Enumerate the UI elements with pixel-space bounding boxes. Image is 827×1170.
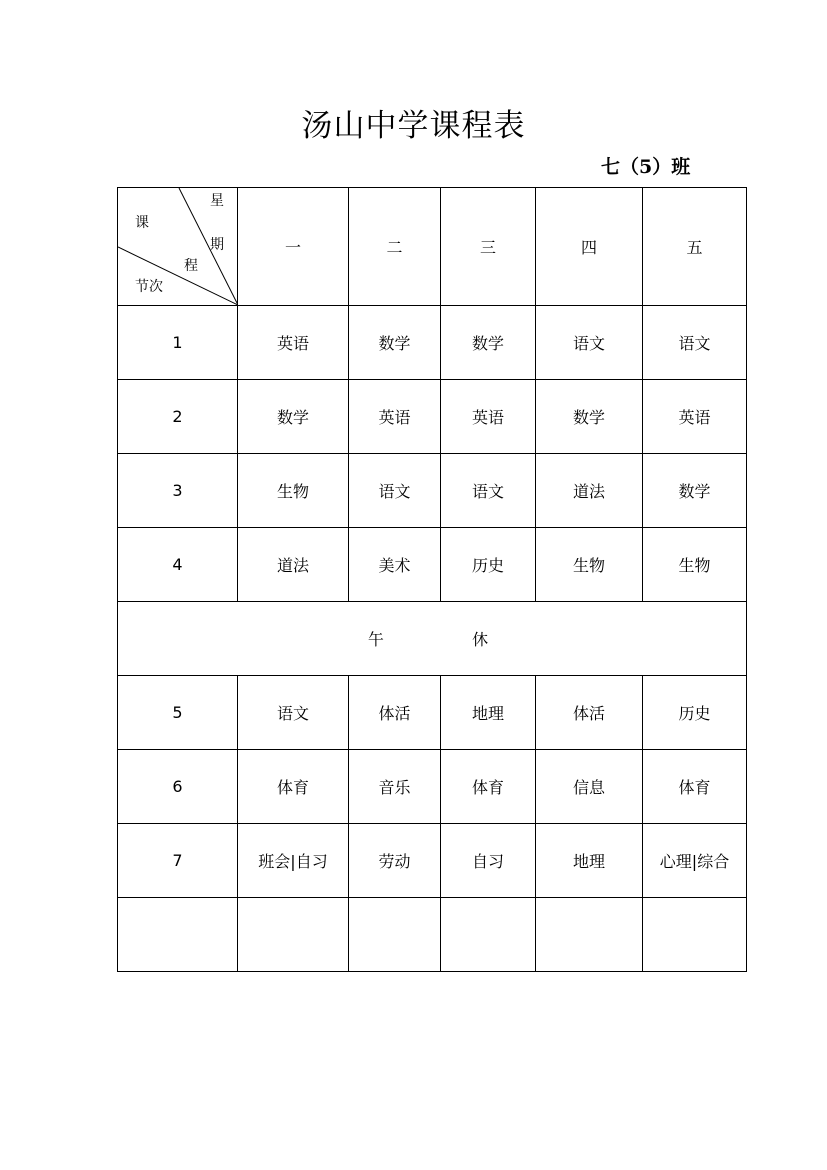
corner-label-cheng: 程	[184, 258, 198, 274]
period-row	[118, 528, 747, 602]
course-cell	[349, 898, 441, 972]
course-cell: 语文	[349, 454, 441, 528]
course-cell: 数学	[536, 380, 643, 454]
course-cell: 音乐	[349, 750, 441, 824]
course-cell: 体活	[536, 676, 643, 750]
period-row	[118, 824, 747, 898]
header-row	[118, 188, 747, 306]
period-number	[118, 898, 238, 972]
course-cell	[536, 898, 643, 972]
course-cell	[441, 898, 536, 972]
course-cell: 英语	[441, 380, 536, 454]
page-title: 汤山中学课程表	[301, 108, 526, 144]
corner-label-jieci: 节次	[135, 279, 163, 295]
course-cell	[238, 898, 349, 972]
course-cell: 数学	[441, 306, 536, 380]
course-cell: 数学	[643, 454, 747, 528]
period-row	[118, 454, 747, 528]
course-cell: 数学	[238, 380, 349, 454]
course-cell: 历史	[643, 676, 747, 750]
course-cell: 体育	[643, 750, 747, 824]
day-header: 五	[643, 188, 747, 306]
course-cell: 生物	[238, 454, 349, 528]
course-cell: 道法	[238, 528, 349, 602]
lunch-label-xiu: 休	[472, 630, 489, 649]
course-cell: 数学	[349, 306, 441, 380]
day-header: 二	[349, 188, 441, 306]
corner-label-xing: 星	[210, 193, 224, 209]
course-cell	[643, 898, 747, 972]
period-number: 1	[118, 306, 238, 380]
course-cell: 语文	[643, 306, 747, 380]
course-cell: 历史	[441, 528, 536, 602]
course-cell: 自习	[441, 824, 536, 898]
course-cell: 心理|综合	[643, 824, 747, 898]
course-cell: 英语	[643, 380, 747, 454]
period-number: 7	[118, 824, 238, 898]
day-header: 三	[441, 188, 536, 306]
course-cell: 英语	[349, 380, 441, 454]
course-cell: 语文	[441, 454, 536, 528]
course-cell: 劳动	[349, 824, 441, 898]
course-cell: 体育	[238, 750, 349, 824]
lunch-break-cell	[118, 602, 747, 676]
period-number: 4	[118, 528, 238, 602]
schedule-table	[117, 187, 747, 972]
course-cell: 地理	[536, 824, 643, 898]
course-cell: 美术	[349, 528, 441, 602]
day-header: 一	[238, 188, 349, 306]
course-cell: 信息	[536, 750, 643, 824]
period-row	[118, 750, 747, 824]
period-row	[118, 676, 747, 750]
period-number: 2	[118, 380, 238, 454]
course-cell: 语文	[536, 306, 643, 380]
course-cell: 语文	[238, 676, 349, 750]
course-cell: 体育	[441, 750, 536, 824]
course-cell: 英语	[238, 306, 349, 380]
course-cell: 生物	[643, 528, 747, 602]
course-cell: 班会|自习	[238, 824, 349, 898]
class-label: 七（5）班	[601, 156, 691, 178]
empty-row	[118, 898, 747, 972]
day-header: 四	[536, 188, 643, 306]
course-cell: 体活	[349, 676, 441, 750]
lunch-label-wu: 午	[367, 630, 384, 649]
course-cell: 地理	[441, 676, 536, 750]
course-cell: 道法	[536, 454, 643, 528]
period-number: 6	[118, 750, 238, 824]
corner-label-ke: 课	[135, 215, 149, 231]
period-row	[118, 306, 747, 380]
course-cell: 生物	[536, 528, 643, 602]
period-row	[118, 380, 747, 454]
period-number: 3	[118, 454, 238, 528]
corner-label-qi: 期	[210, 237, 224, 253]
lunch-break-row	[118, 602, 747, 676]
period-number: 5	[118, 676, 238, 750]
corner-cell	[118, 188, 238, 306]
